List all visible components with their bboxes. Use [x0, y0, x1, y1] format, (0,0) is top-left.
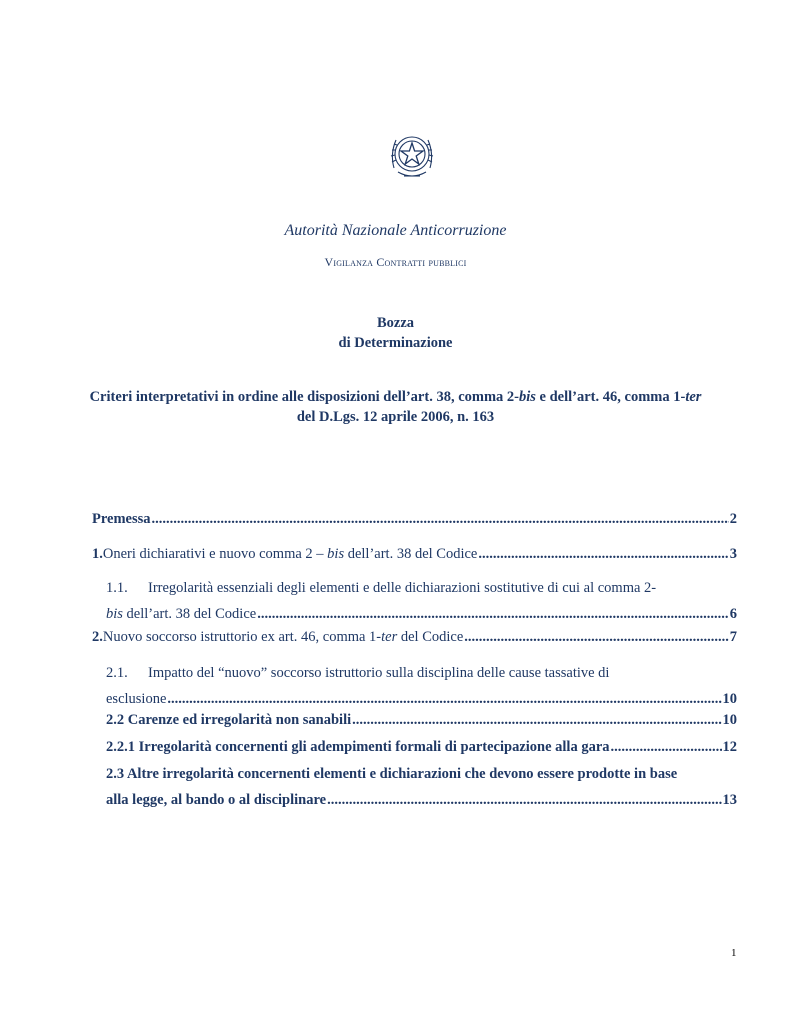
- toc-entry-italic: ter: [381, 629, 398, 645]
- toc-page-number: 3: [729, 546, 737, 562]
- toc-page-number: 6: [729, 606, 737, 622]
- toc-page-number: 2: [729, 511, 737, 527]
- toc-entry-section-2[interactable]: [92, 624, 737, 650]
- title-text: Criteri interpretativi in ordine alle disposizioni dell’art. 38, comma 2-: [89, 389, 519, 405]
- toc-leader-dots: [464, 624, 728, 650]
- toc-entry-label: Impatto del “nuovo” soccorso istruttorio sulla disciplina delle cause tassative di: [148, 665, 610, 681]
- toc-leader-dots: [478, 541, 728, 567]
- toc-entry-label: [103, 541, 478, 567]
- toc-entry-label: Irregolarità essenziali degli elementi e delle dichiarazioni sostitutive di cui al comma 2-: [148, 580, 657, 596]
- toc-page-number: 10: [722, 691, 737, 707]
- toc-entry-text: Nuovo soccorso istruttorio ex art. 46, comma 1-: [102, 629, 382, 645]
- title-text: e dell’art. 46, comma 1-: [535, 389, 686, 405]
- toc-entry-text: dell’art. 38 del Codice: [344, 546, 478, 562]
- toc-entry-number: 2.1.: [106, 665, 128, 681]
- title-italic: bis: [519, 389, 536, 405]
- toc-leader-dots: [611, 734, 722, 760]
- toc-entry-text: del Codice: [397, 629, 464, 645]
- toc-entry-label: 2.3 Altre irregolarità concernenti elementi e dichiarazioni che devono essere prodotte in base: [106, 766, 678, 782]
- toc-page-number: 7: [729, 629, 737, 645]
- toc-entry-section-1[interactable]: [92, 541, 737, 567]
- document-type: [0, 313, 791, 353]
- toc-entry-number: 2.: [92, 629, 103, 645]
- page-number: 1: [731, 947, 737, 959]
- toc-entry-italic: bis: [327, 546, 345, 562]
- toc-page-number: 12: [722, 739, 737, 755]
- toc-entry-italic: bis: [106, 606, 123, 622]
- toc-entry-label: [103, 624, 463, 650]
- office-name: Vigilanza Contratti pubblici: [324, 255, 467, 269]
- document-type-line1: Bozza: [376, 315, 415, 331]
- toc-entry-text: dell’art. 38 del Codice: [122, 606, 257, 622]
- toc-entry-label: Premessa: [92, 511, 151, 527]
- title-italic: ter: [685, 389, 702, 405]
- document-title: [0, 387, 791, 427]
- document-type-line2: di Determinazione: [338, 335, 453, 351]
- toc-entry-section-2-2-1[interactable]: [106, 734, 737, 760]
- authority-name: Autorità Nazionale Anticorruzione: [284, 222, 507, 239]
- toc-page-number: 10: [722, 712, 737, 728]
- toc-entry-label-continued: esclusione: [106, 691, 167, 707]
- toc-entry-label: 2.2 Carenze ed irregolarità non sanabili: [106, 712, 352, 728]
- toc-leader-dots: [352, 707, 721, 733]
- toc-entry-number: 1.: [92, 546, 103, 562]
- toc-page-number: 13: [722, 792, 737, 808]
- toc-leader-dots: [152, 506, 729, 532]
- toc-entry-premessa[interactable]: [92, 506, 737, 532]
- document-title-line2: del D.Lgs. 12 aprile 2006, n. 163: [296, 409, 495, 425]
- toc-entry-number: 1.1.: [106, 580, 128, 596]
- toc-entry-section-1-1[interactable]: [106, 575, 737, 627]
- toc-entry-label: 2.2.1 Irregolarità concernenti gli adempimenti formali di partecipazione alla gara: [106, 739, 610, 755]
- toc-entry-section-2-3[interactable]: [106, 761, 737, 813]
- document-title-line1: [0, 387, 791, 407]
- toc-entry-section-2-2[interactable]: [106, 707, 737, 733]
- toc-entry-label-continued: alla legge, al bando o al disciplinare: [106, 792, 327, 808]
- italian-republic-emblem-icon: [384, 128, 440, 184]
- toc-leader-dots: [327, 787, 721, 813]
- toc-entry-section-2-1[interactable]: [106, 660, 737, 712]
- toc-entry-text: Oneri dichiarativi e nuovo comma 2 –: [102, 546, 328, 562]
